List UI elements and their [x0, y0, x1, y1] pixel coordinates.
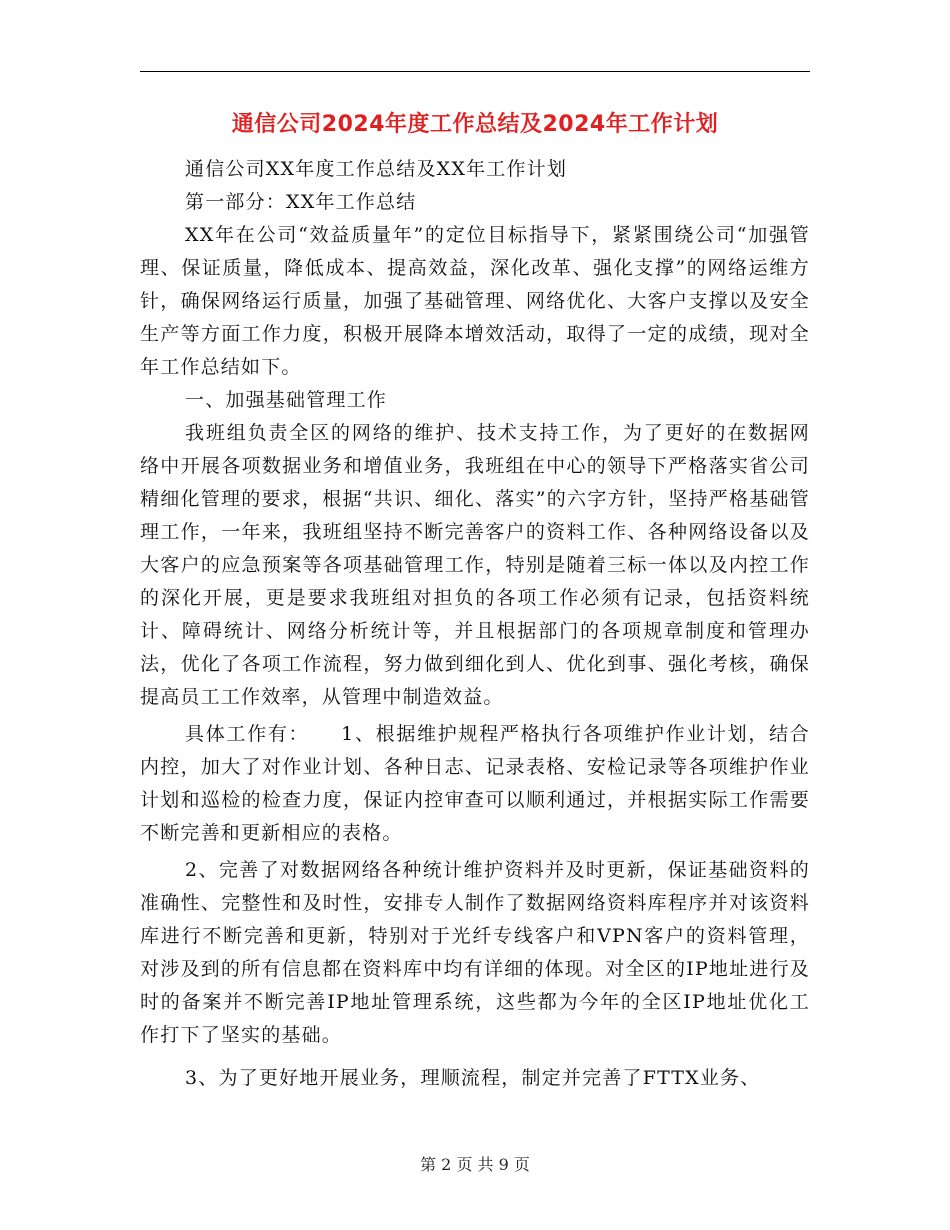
- header-rule: [140, 71, 810, 72]
- body-paragraph-item-3: 3、为了更好地开展业务，理顺流程，制定并完善了FTTX业务、: [185, 1067, 761, 1089]
- subtitle-paragraph: 通信公司XX年度工作总结及XX年工作计划: [185, 158, 568, 180]
- page-number-footer: 第 2 页 共 9 页: [420, 1155, 530, 1174]
- document-title: 通信公司2024年度工作总结及2024年工作计划: [231, 112, 719, 137]
- document-body: [140, 153, 810, 1095]
- body-paragraph-item-2: 2、完善了对数据网络各种统计维护资料并及时更新，保证基础资料的准确性、完整性和及时性，安排专人制作了数据网络资料库程序并对该资料库进行不断完善和更新，特别对于光纤专线客户和VPN客户的资料管理，对涉及到的所有信息都在资料库中均有详细的体现。对全区的IP地址进行及时的备案并不断完善IP地址管理系统，这些都为今年的全区IP地址优化工作打下了坚实的基础。: [140, 859, 810, 1046]
- section-heading-part-one: 第一部分：XX年工作总结: [185, 191, 417, 213]
- body-paragraph-item-1: 具体工作有： 1、根据维护规程严格执行各项维护作业计划，结合内控，加大了对作业计划、各种日志、记录表格、安检记录等各项维护作业计划和巡检的检查力度，保证内控审查可以顺利通过，并根据实际工作需要不断完善和更新相应的表格。: [140, 723, 810, 844]
- body-paragraph-team-duties: 我班组负责全区的网络的维护、技术支持工作，为了更好的在数据网络中开展各项数据业务和增值业务，我班组在中心的领导下严格落实省公司精细化管理的要求，根据“共识、细化、落实”的六字方针，坚持严格基础管理工作，一年来，我班组坚持不断完善客户的资料工作、各种网络设备以及大客户的应急预案等各项基础管理工作，特别是随着三标一体以及内控工作的深化开展，更是要求我班组对担负的各项工作必须有记录，包括资料统计、障碍统计、网络分析统计等，并且根据部门的各项规章制度和管理办法，优化了各项工作流程，努力做到细化到人、优化到事、强化考核，确保提高员工工作效率，从管理中制造效益。: [140, 422, 810, 708]
- section-heading-basic-management: 一、加强基础管理工作: [185, 389, 388, 411]
- intro-paragraph: XX年在公司“效益质量年”的定位目标指导下，紧紧围绕公司“加强管理、保证质量，降低成本、提高效益，深化改革、强化支撑”的网络运维方针，确保网络运行质量，加强了基础管理、网络优化、大客户支撑以及安全生产等方面工作力度，积极开展降本增效活动，取得了一定的成绩，现对全年工作总结如下。: [140, 224, 810, 378]
